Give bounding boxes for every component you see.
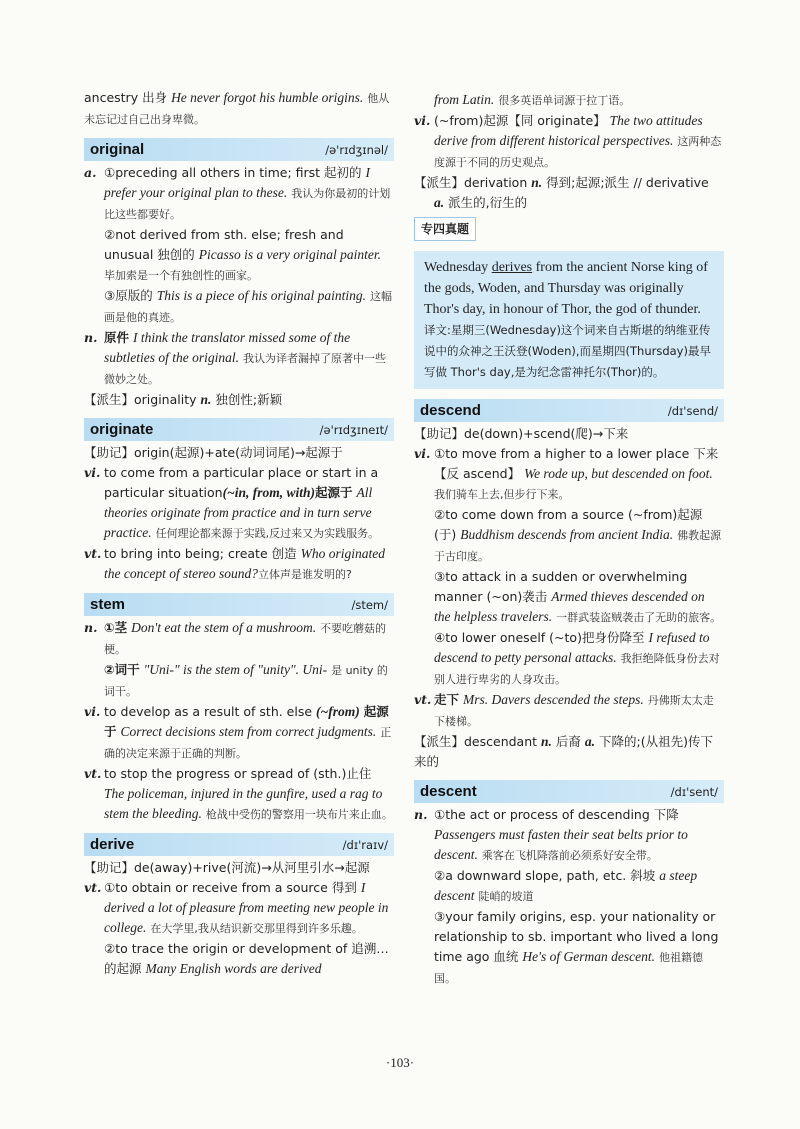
sense [84, 618, 394, 660]
entry-header-stem [84, 593, 394, 616]
part-of-speech: vt. [84, 880, 102, 895]
pronunciation: /dɪ'raɪv/ [342, 837, 388, 852]
pronunciation: /dɪ'send/ [667, 403, 718, 418]
ancestry-text: ancestry 出身 [84, 90, 168, 105]
example: Don't eat the stem of a mushroom. [131, 620, 317, 635]
headword: stem [90, 595, 126, 613]
right-column [414, 90, 724, 989]
sense [414, 690, 724, 732]
exam-text: Wednesday [424, 260, 489, 275]
derivation [414, 193, 724, 213]
exam-box [414, 251, 724, 389]
sense [414, 444, 724, 505]
headword: derive [90, 835, 135, 853]
example: Passengers must fasten their seat belts prior to descent. [434, 827, 688, 862]
entry-header-descent [414, 780, 724, 803]
definition: to stop the progress or spread of (sth.)止住 [104, 766, 372, 781]
derivation-meaning: 派生的,衍生的 [448, 195, 528, 210]
translation: 在大学里,我从结识新交那里得到许多乐趣。 [150, 922, 363, 935]
definition: ①the act or process of descending 下降 [434, 807, 679, 822]
sense [414, 567, 724, 628]
translation: 我认为你最初的计划比这些都要好。 [104, 187, 391, 221]
pronunciation: /dɪ'sent/ [670, 784, 718, 799]
example: Correct decisions stem from correct judgments. [120, 724, 377, 739]
definition: ②词干 [104, 662, 140, 677]
example: We rode up, but descended on foot. [524, 466, 713, 481]
definition-zh: 起源于 [315, 485, 353, 500]
sense [84, 328, 394, 390]
translation: 我拒绝降低身份去对别人进行卑劣的人身攻击。 [434, 652, 720, 686]
definition: ①to move from a higher to a lower place 下来【反 ascend】 [434, 446, 719, 481]
usage-note: (~in, from, with) [222, 485, 316, 500]
part-of-speech: vi. [414, 446, 431, 461]
mnemonic: 【助记】de(down)+scend(爬)→下来 [414, 426, 629, 441]
definition: ③原版的 [104, 288, 153, 303]
translation: 他祖籍德国。 [434, 951, 704, 985]
example: Buddhism descends from ancient India. [460, 527, 674, 542]
continued-example [414, 90, 724, 111]
sense [84, 939, 394, 979]
derivation [414, 732, 724, 772]
sense [84, 544, 394, 585]
translation: 不要吃蘑菇的梗。 [104, 622, 387, 656]
definition: ②to come down from a source (~from)起源(于) [434, 507, 703, 542]
definition: ②to trace the origin or development of 追溯…的起源 [104, 941, 389, 976]
page-number: ·103· [385, 1055, 415, 1070]
translation: 是 unity 的词干。 [104, 664, 388, 698]
mnemonic: 【助记】origin(起源)+ate(动词词尾)→起源于 [84, 445, 343, 460]
entry-header-descend [414, 399, 724, 422]
part-of-speech: vi. [84, 704, 101, 719]
entry-header-originate [84, 418, 394, 441]
part-of-speech: n. [541, 734, 552, 749]
headword: descend [420, 401, 481, 419]
example: I derived a lot of pleasure from meeting new people in college. [104, 880, 389, 935]
ancestry-line [84, 88, 394, 130]
headword: originate [90, 420, 154, 438]
part-of-speech: n. [200, 392, 212, 407]
definition: ①茎 [104, 620, 128, 635]
sense [84, 286, 394, 328]
definition: to bring into being; create 创造 [104, 546, 297, 561]
entry-header-derive [84, 833, 394, 856]
derivation [414, 173, 724, 193]
example: I think the translator missed some of the subtleties of the original. [104, 330, 351, 365]
part-of-speech: vi. [84, 465, 101, 480]
part-of-speech: n. [414, 807, 428, 822]
translation: 这幅画是他的真迹。 [104, 290, 392, 324]
sense [84, 225, 394, 286]
entry-header-original [84, 138, 394, 161]
exam-keyword: derives [491, 260, 533, 275]
definition: ③your family origins, esp. your nationality or relationship to sb. important who lived a long time ago 血统 [434, 909, 719, 964]
example: He's of German descent. [522, 949, 656, 964]
example: All theories originate from practice and in turn serve practice. [104, 485, 373, 540]
translation: 我认为译者漏掉了原著中一些微妙之处。 [104, 352, 386, 386]
example: The two attitudes derive from different historical perspectives. [434, 113, 703, 148]
example: Picasso is a very original painter. [198, 247, 382, 262]
derivation-meaning: 下降的;(从祖先)传下来的 [414, 734, 713, 769]
headword: descent [420, 782, 477, 800]
definition: to develop as a result of sth. else [104, 704, 313, 719]
part-of-speech: a. [84, 165, 97, 180]
translation: 正确的决定来源于正确的判断。 [104, 726, 392, 760]
sense [84, 660, 394, 702]
translation: 一群武装盗贼袭击了无助的旅客。 [556, 611, 722, 624]
example: This is a piece of his original painting. [156, 288, 366, 303]
definition-zh: 起源于 [104, 704, 389, 739]
sense [414, 907, 724, 989]
part-of-speech: a. [434, 195, 445, 210]
example: Many English words are derived [145, 961, 322, 976]
derivation-word: 【派生】descendant [414, 734, 538, 749]
sense [414, 805, 724, 866]
sense [414, 628, 724, 690]
definition: ③to attack in a sudden or overwhelming manner (~on)袭击 [434, 569, 688, 604]
translation: 佛教起源于古印度。 [434, 529, 722, 563]
example: I prefer your original plan to these. [104, 165, 371, 200]
example: a steep descent [434, 868, 698, 903]
sense [84, 878, 394, 939]
part-of-speech: n. [84, 620, 98, 635]
part-of-speech: vi. [414, 113, 431, 128]
sense [84, 764, 394, 825]
exam-text: from the ancient Norse king of the gods, Woden, and Thursday was originally Thor's day, in honour of Thor, the god of thunder. [424, 260, 708, 317]
example: "Uni-" is the stem of "unity". Uni- [143, 662, 328, 677]
translation: 乘客在飞机降落前必须系好安全带。 [481, 849, 658, 862]
derivation-meaning: 独创性;新颖 [215, 392, 283, 407]
example: The policeman, injured in the gunfire, used a rag to stem the bleeding. [104, 786, 383, 821]
mnemonic: 【助记】de(away)+rive(河流)→从河里引水→起源 [84, 860, 370, 875]
example: Armed thieves descended on the helpless travelers. [434, 589, 705, 624]
exam-sentence [424, 257, 716, 320]
pronunciation: /stem/ [351, 597, 388, 612]
definition: 走下 [434, 692, 460, 707]
part-of-speech: vt. [414, 692, 432, 707]
example: Mrs. Davers descended the steps. [463, 692, 644, 707]
derivation-meaning: 后裔 [555, 734, 581, 749]
ancestry-translation: 他从未忘记过自己出身卑微。 [84, 92, 390, 126]
translation: 毕加索是一个有独创性的画家。 [104, 269, 258, 282]
part-of-speech: a. [584, 734, 596, 749]
sense [84, 163, 394, 225]
example: Who originated the concept of stereo sound? [104, 546, 385, 581]
derivation-meaning: 得到;起源;派生 // derivative [546, 175, 709, 190]
sense [414, 505, 724, 567]
exam-translation: 译文:星期三(Wednesday)这个词来自古斯堪的纳维亚传说中的众神之王沃登(Woden),而星期四(Thursday)最早写做 Thor's day,是为纪念雷神托尔(Thor)的。 [424, 323, 711, 379]
definition: (~from)起源【同 originate】 [434, 113, 606, 128]
definition: ④to lower oneself (~to)把身份降至 [434, 630, 645, 645]
translation: 我们骑车上去,但步行下来。 [434, 488, 570, 501]
definition: 原件 [104, 330, 130, 345]
translation: 陡峭的坡道 [478, 890, 534, 903]
pronunciation: /ə'rɪdʒɪneɪt/ [319, 422, 388, 437]
part-of-speech: vt. [84, 546, 102, 561]
translation: 丹佛斯太太走下楼梯。 [434, 694, 714, 728]
definition: ②a downward slope, path, etc. 斜坡 [434, 868, 656, 883]
definition: ②not derived from sth. else; fresh and unusual 独创的 [104, 227, 344, 262]
definition: ①preceding all others in time; first 起初的 [104, 165, 362, 180]
pronunciation: /ə'rɪdʒɪnəl/ [325, 142, 388, 157]
derivation [84, 390, 394, 410]
example: from Latin. [434, 92, 495, 107]
translation: 任何理论都来源于实践,反过来又为实践服务。 [155, 527, 380, 540]
part-of-speech: vt. [84, 766, 102, 781]
ancestry-example: He never forgot his humble origins. [171, 90, 364, 105]
derivation-word: 【派生】originality [84, 392, 197, 407]
translation: 这两种态度源于不同的历史观点。 [434, 135, 722, 169]
example: I refused to descend to petty personal attacks. [434, 630, 710, 665]
translation: 很多英语单词源于拉丁语。 [498, 94, 631, 107]
translation: 立体声是谁发明的? [257, 568, 352, 581]
sense [414, 866, 724, 907]
sense [84, 702, 394, 764]
definition: to come from a particular place or start in a particular situation [104, 465, 379, 500]
part-of-speech: n. [531, 175, 543, 190]
exam-label: 专四真题 [414, 217, 476, 241]
usage-note: (~from) [316, 704, 360, 719]
part-of-speech: n. [84, 330, 98, 345]
headword: original [90, 140, 145, 158]
sense [414, 111, 724, 173]
left-column [84, 88, 394, 979]
derivation-word: 【派生】derivation [414, 175, 528, 190]
translation: 枪战中受伤的警察用一块布片来止血。 [205, 808, 393, 821]
definition: ①to obtain or receive from a source 得到 [104, 880, 357, 895]
sense [84, 463, 394, 544]
